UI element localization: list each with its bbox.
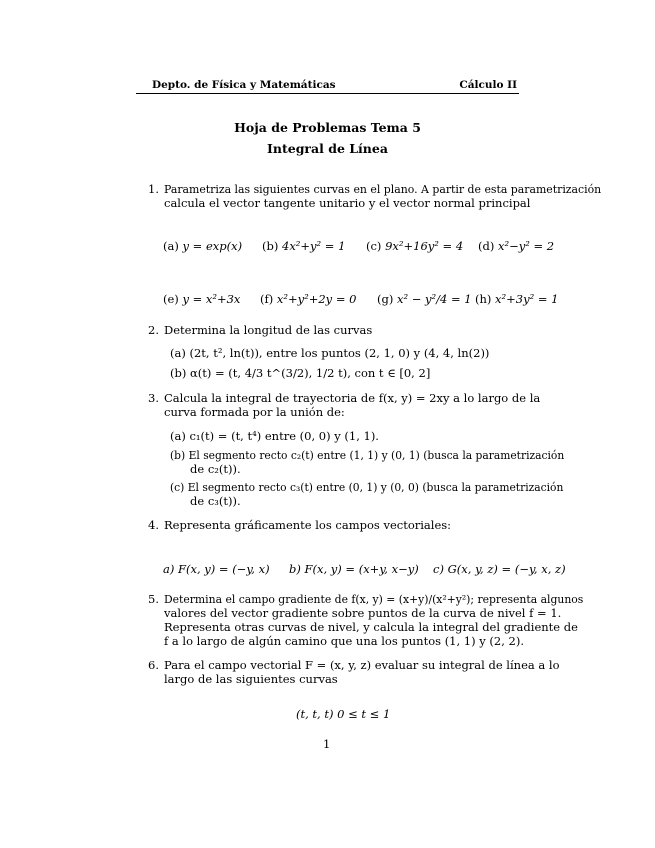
sheet-title: Hoja de Problemas Tema 5 [234, 120, 421, 135]
problem-5-text-line3: Representa otras curvas de nivel, y calcula la integral del gradiente de [164, 620, 578, 634]
item-label: a) [163, 562, 175, 576]
item-expression: G(x, y, z) = (−y, x, z) [447, 562, 566, 576]
item-expression: x²+y²+2y = 0 [276, 292, 357, 306]
problem-2-item-b: (b) α(t) = (t, 4/3 t^(3/2), 1/2 t), con t ∈ [0, 2] [170, 366, 431, 380]
problem-1-text-line2: calcula el vector tangente unitario y el vector normal principal [164, 196, 531, 210]
item-label: (g) [377, 292, 394, 306]
item-label: (b) [262, 239, 279, 253]
item-label: (c) [366, 239, 382, 253]
problem-5-text-line1: Determina el campo gradiente de f(x, y) = (x+y)/(x²+y²); representa algunos [164, 593, 584, 606]
problem-3-number: 3. [148, 391, 159, 405]
item-label: (a) [163, 239, 179, 253]
item-expression: 9x²+16y² = 4 [385, 239, 464, 253]
item-label: (e) [163, 292, 179, 306]
problem-4-text: Representa gráficamente los campos vectoriales: [164, 518, 452, 532]
item-label: (h) [475, 292, 492, 306]
problem-1-item-e [163, 292, 240, 307]
problem-1-item-h [475, 292, 558, 307]
problem-3-item-b-line2: de c₂(t)). [190, 462, 241, 476]
item-label: c) [433, 562, 444, 576]
problem-4-number: 4. [148, 518, 159, 532]
problem-1-number: 1. [148, 182, 159, 196]
problem-1-text-line1: Parametriza las siguientes curvas en el plano. A partir de esta parametrización [164, 183, 602, 196]
problem-5-number: 5. [148, 592, 159, 606]
item-label: b) [289, 562, 301, 576]
page-number: 1 [323, 737, 331, 751]
item-expression: F(x, y) = (−y, x) [178, 562, 270, 576]
problem-4-item-b [289, 562, 419, 577]
problem-1-item-a [163, 239, 242, 254]
problem-5-text-line4: f a lo largo de algún camino que una los puntos (1, 1) y (2, 2). [164, 634, 524, 648]
problem-3-text-line2: curva formada por la unión de: [164, 405, 345, 419]
problem-6-text-line2: largo de las siguientes curvas [164, 672, 338, 686]
problem-3-item-b-line1: (b) El segmento recto c₂(t) entre (1, 1) y (0, 1) (busca la parametrización [170, 449, 565, 462]
problem-3-item-a: (a) c₁(t) = (t, t⁴) entre (0, 0) y (1, 1). [170, 429, 379, 443]
problem-4-item-c [433, 562, 566, 577]
item-expression: y = exp(x) [182, 239, 243, 253]
header-department: Depto. de Física y Matemáticas [152, 79, 336, 91]
item-expression: x² − y²/4 = 1 [397, 292, 472, 306]
problem-3-item-c-line2: de c₃(t)). [190, 494, 241, 508]
problem-4-item-a [163, 562, 270, 577]
problem-3-item-c-line1: (c) El segmento recto c₃(t) entre (0, 1) y (0, 0) (busca la parametrización [170, 481, 564, 494]
problem-2-text: Determina la longitud de las curvas [164, 323, 373, 337]
problem-1-item-d [478, 239, 554, 254]
problem-5-text-line2: valores del vector gradiente sobre puntos de la curva de nivel f = 1. [164, 606, 562, 620]
item-expression: F(x, y) = (x+y, x−y) [304, 562, 419, 576]
problem-6-curve: (t, t, t) 0 ≤ t ≤ 1 [296, 707, 391, 721]
problem-1-item-g [377, 292, 472, 307]
item-expression: 4x²+y² = 1 [282, 239, 346, 253]
problem-6-number: 6. [148, 658, 159, 672]
item-expression: x²+3y² = 1 [495, 292, 559, 306]
item-label: (d) [478, 239, 495, 253]
problem-6-text-line1: Para el campo vectorial F = (x, y, z) evaluar su integral de línea a lo [164, 658, 560, 672]
item-label: (f) [260, 292, 274, 306]
header-course: Cálculo II [459, 79, 517, 91]
problem-1-item-f [260, 292, 356, 307]
page-header [136, 79, 519, 94]
problem-2-number: 2. [148, 323, 159, 337]
problem-1-item-b [262, 239, 345, 254]
item-expression: x²−y² = 2 [498, 239, 555, 253]
sheet-subtitle: Integral de Línea [267, 141, 388, 156]
problem-3-text-line1: Calcula la integral de trayectoria de f(x, y) = 2xy a lo largo de la [164, 391, 541, 405]
item-expression: y = x²+3x [182, 292, 241, 306]
problem-2-item-a: (a) (2t, t², ln(t)), entre los puntos (2, 1, 0) y (4, 4, ln(2)) [170, 346, 490, 360]
problem-1-item-c [366, 239, 463, 254]
